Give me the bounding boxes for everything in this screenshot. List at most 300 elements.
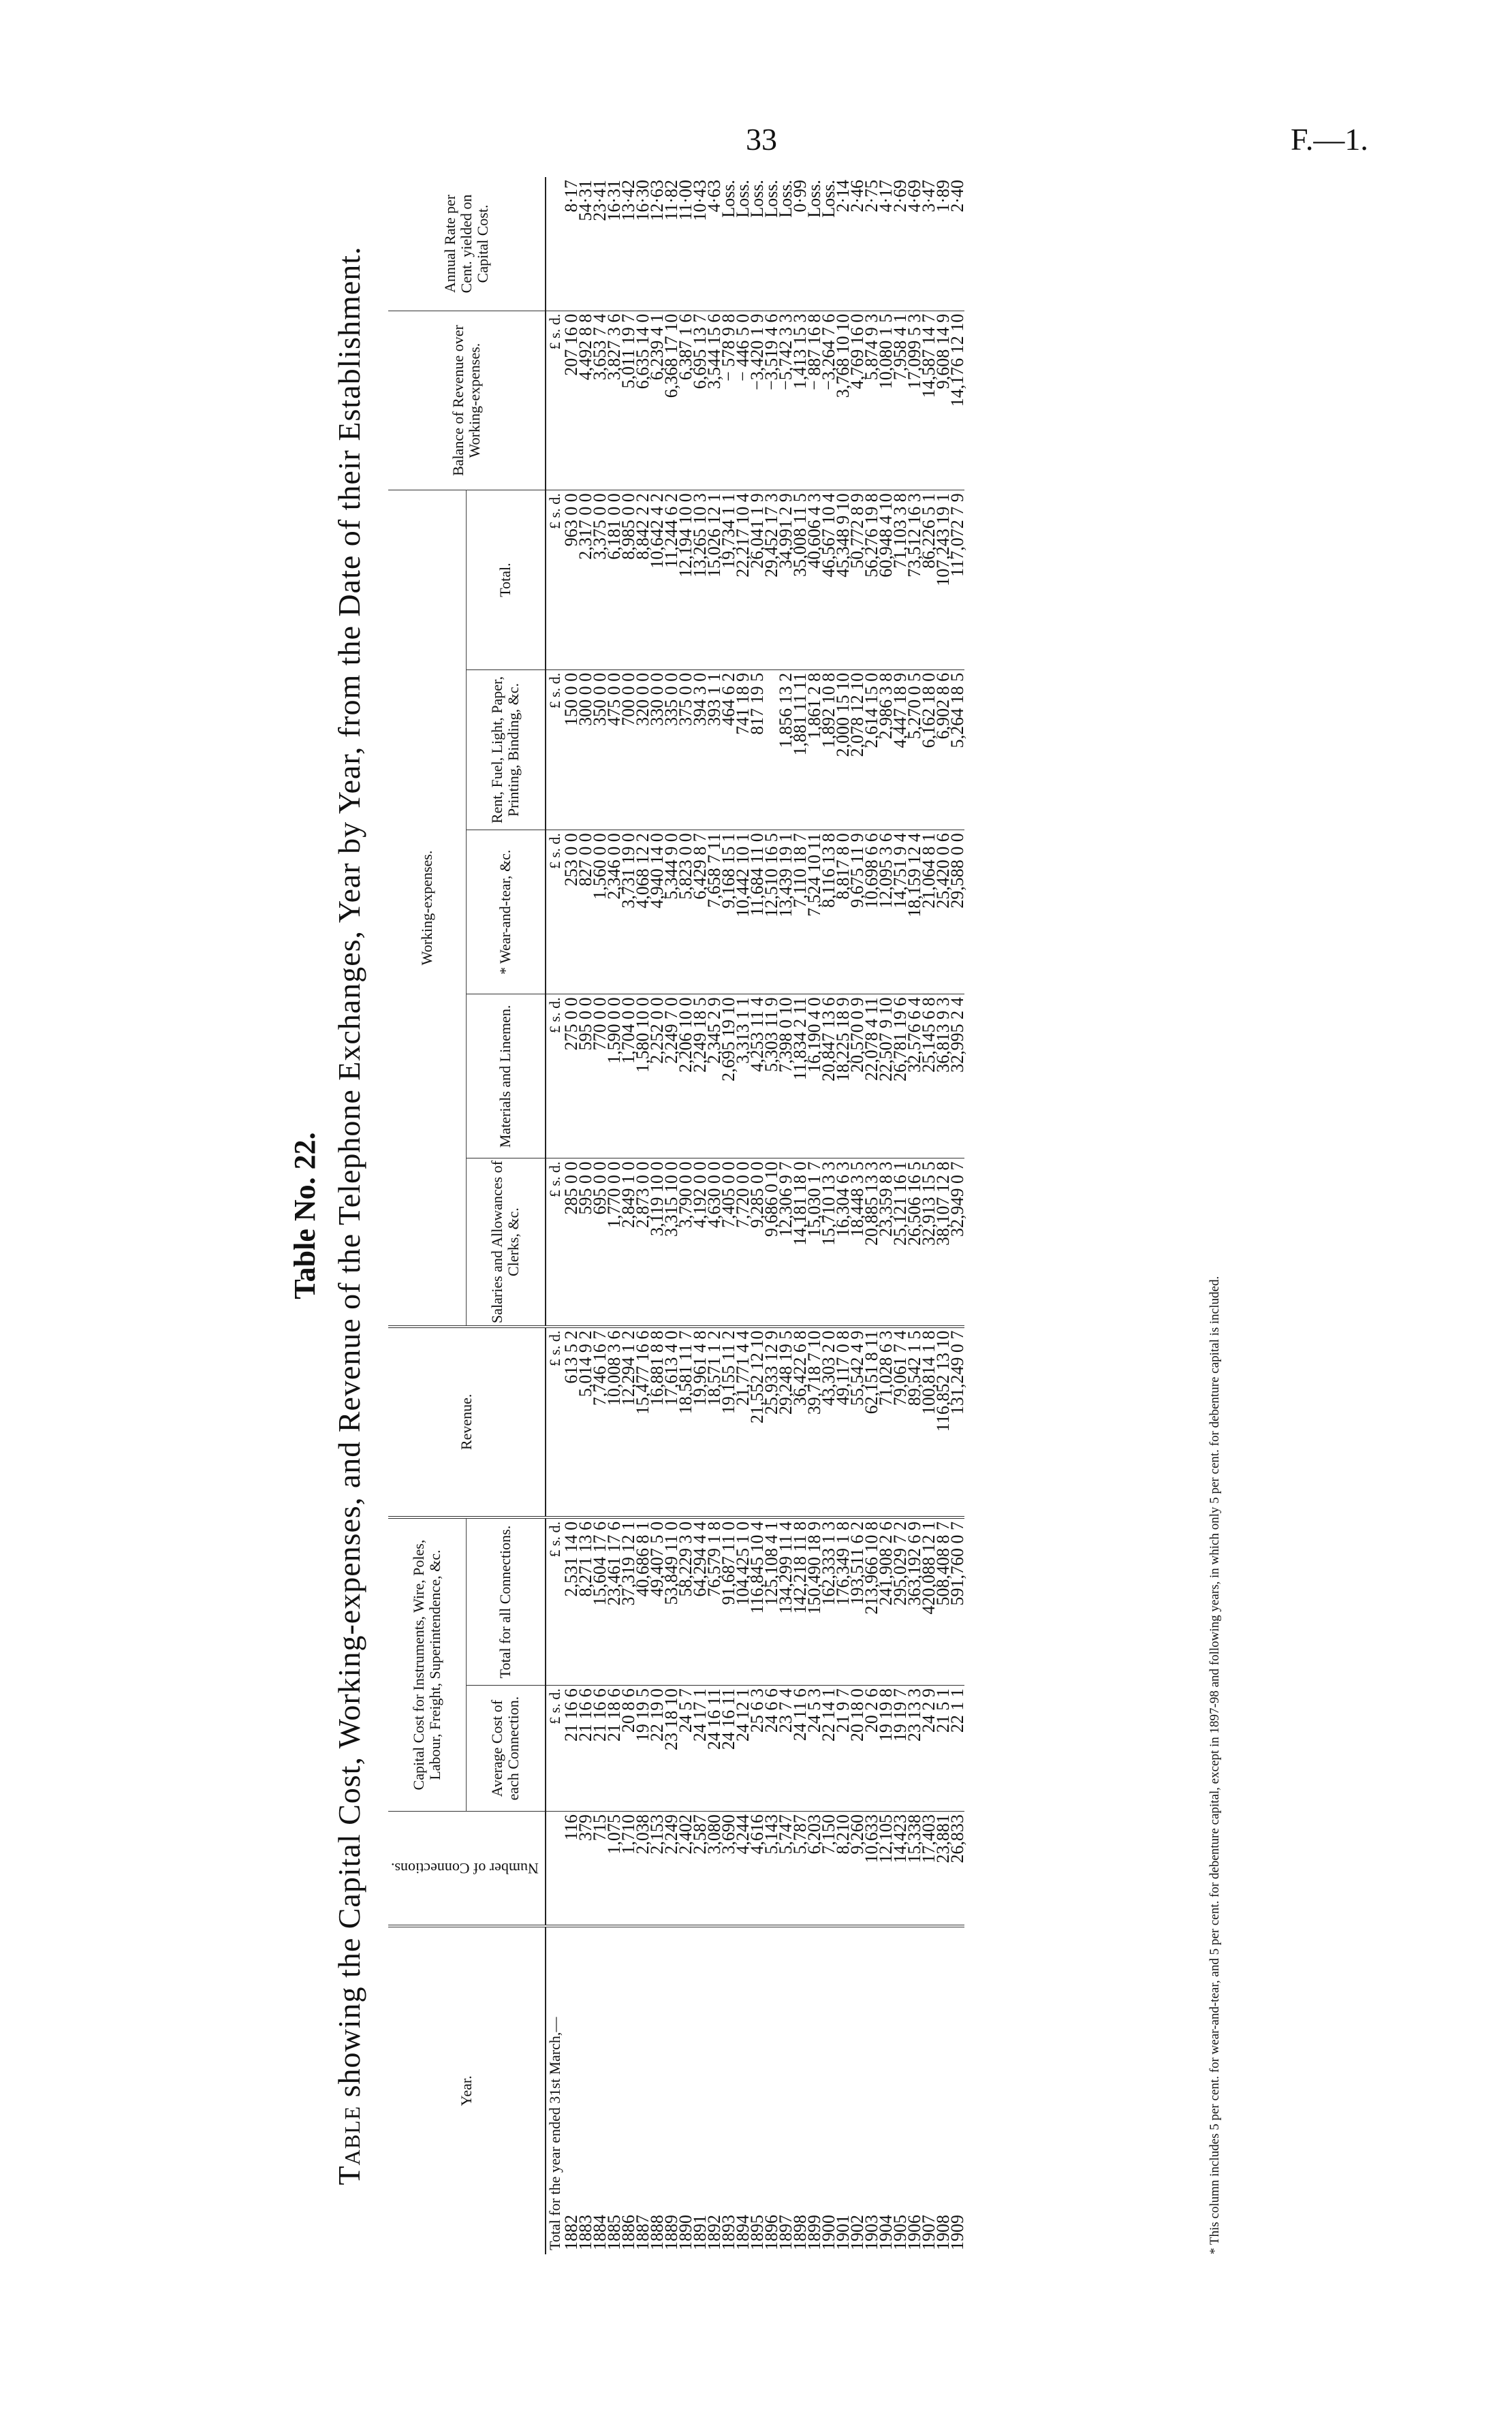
cell-avg: 20 2 6 [864, 1686, 879, 1812]
cell-mat: 18,225 18 9 [836, 994, 850, 1158]
cell-sal: 285 0 0 [564, 1158, 578, 1327]
cell-bal: − 887 16 8 [807, 311, 821, 490]
cell-sal: 38,107 12 8 [936, 1158, 950, 1327]
unit-label: £ s. d. [546, 1517, 564, 1686]
cell-conn: 4,244 [736, 1812, 750, 1926]
cell-rent: 300 0 0 [578, 669, 593, 830]
cell-rev: 89,542 1 5 [907, 1327, 922, 1517]
cell-conn: 23,881 [936, 1812, 950, 1926]
cell-rate: 4·17 [879, 177, 893, 311]
cell-conn: 2,587 [693, 1812, 707, 1926]
cell-rent: 6,162 18 0 [922, 669, 936, 830]
cell-wear: 9,168 15 1 [721, 830, 736, 994]
cell-rev: 21,552 12 10 [750, 1327, 764, 1517]
cell-year: 1903 [861, 2215, 881, 2250]
cell-rate: Loss. [721, 177, 736, 311]
cell-bal: 17,099 5 3 [907, 311, 922, 490]
cell-mat: 2,249 7 0 [664, 994, 678, 1158]
cell-sal: 12,306 9 7 [778, 1158, 793, 1327]
cell-conn: 9,260 [850, 1812, 864, 1926]
unit-label: £ s. d. [546, 1686, 564, 1812]
table-header [388, 177, 546, 2254]
unit-label: £ s. d. [546, 994, 564, 1158]
table-body [546, 177, 967, 2254]
cell-wear: 9,675 11 9 [850, 830, 864, 994]
header-year: Year. [388, 1926, 546, 2254]
cell-mat: 32,576 6 4 [907, 994, 922, 1158]
cell-wear: 4,940 14 0 [650, 830, 664, 994]
cell-avg: 21 9 7 [836, 1686, 850, 1812]
cell-rev: 19,155 11 2 [721, 1327, 736, 1517]
cell-cap: 91,687 11 0 [721, 1517, 736, 1686]
cell-bal: 5,874 9 3 [864, 311, 879, 490]
cell-tot: 40,606 4 3 [807, 490, 821, 670]
cell-cap: 295,029 7 2 [893, 1517, 907, 1686]
cell-bal: 207 16 0 [564, 311, 578, 490]
cell-conn: 14,423 [893, 1812, 907, 1926]
cell-rent: 2,078 12 10 [850, 669, 864, 830]
cell-tot: 15,026 12 1 [707, 490, 721, 670]
cell-tot: 13,265 10 3 [693, 490, 707, 670]
cell-rate: 4·63 [707, 177, 721, 311]
cell-conn: 4,616 [750, 1812, 764, 1926]
cell-sal: 3,315 10 0 [664, 1158, 678, 1327]
cell-rent: 5,270 0 5 [907, 669, 922, 830]
cell-avg: 19 19 7 [893, 1686, 907, 1812]
cell-mat: 2,206 10 0 [678, 994, 693, 1158]
cell-sal: 32,949 0 7 [950, 1158, 964, 1327]
cell-mat: 22,507 9 10 [879, 994, 893, 1158]
cell-sal: 595 0 0 [578, 1158, 593, 1327]
cell-conn: 3,080 [707, 1812, 721, 1926]
cell-bal: −5,742 3 3 [778, 311, 793, 490]
cell-tot: 56,276 19 8 [864, 490, 879, 670]
cell-conn: 7,150 [821, 1812, 836, 1926]
row-label: Total for the year ended 31st March,— [546, 2017, 563, 2250]
header-wear: * Wear-and-tear, &c. [466, 830, 545, 994]
cell-year: 1882 [561, 2215, 581, 2250]
cell-rent: 320 0 0 [635, 669, 650, 830]
cell-sal: 16,304 6 3 [836, 1158, 850, 1327]
cell-avg: 24 6 6 [764, 1686, 778, 1812]
cell-bal: 4,769 16 0 [850, 311, 864, 490]
cell-tot: 8,842 2 2 [635, 490, 650, 670]
cell-mat: 2,252 0 0 [650, 994, 664, 1158]
unit-label: £ s. d. [546, 1158, 564, 1327]
cell-year: 1895 [746, 2215, 767, 2250]
cell-avg: 23 18 10 [664, 1686, 678, 1812]
cell-rev: 21,771 4 4 [736, 1327, 750, 1517]
cell-avg: 24 11 6 [793, 1686, 807, 1812]
cell-conn: 17,403 [922, 1812, 936, 1926]
cell-rev: 10,008 3 6 [607, 1327, 621, 1517]
cell-mat: 4,253 11 4 [750, 994, 764, 1158]
cell-sal: 2,873 0 0 [635, 1158, 650, 1327]
cell-conn: 379 [578, 1812, 593, 1926]
cell-conn: 15,338 [907, 1812, 922, 1926]
cell-tot: 11,244 6 2 [664, 490, 678, 670]
cell-sal: 18,448 3 5 [850, 1158, 864, 1327]
cell-rate: 8·17 [564, 177, 578, 311]
cell-bal: 3,827 3 6 [607, 311, 621, 490]
cell-rev: 55,542 4 9 [850, 1327, 864, 1517]
cell-rent: 375 0 0 [678, 669, 693, 830]
cell-wear: 11,684 11 0 [750, 830, 764, 994]
cell-year: 1889 [661, 2215, 681, 2250]
cell-wear: 10,442 10 1 [736, 830, 750, 994]
cell-year: 1901 [832, 2215, 853, 2250]
cell-rent: 1,861 2 8 [807, 669, 821, 830]
cell-mat: 1,590 0 0 [607, 994, 621, 1158]
cell-year: 1900 [818, 2215, 838, 2250]
cell-year: 1886 [618, 2215, 638, 2250]
cell-tot: 6,181 0 0 [607, 490, 621, 670]
cell-bal: −3,519 4 6 [764, 311, 778, 490]
header-rate: Annual Rate per Cent. yielded on Capital Cost. [388, 177, 546, 311]
cell-rent: 330 0 0 [650, 669, 664, 830]
cell-bal: 3,544 15 6 [707, 311, 721, 490]
cell-rev: 17,613 4 0 [664, 1327, 678, 1517]
cell-cap: 150,490 18 9 [807, 1517, 821, 1686]
cell-cap: 49,407 5 0 [650, 1517, 664, 1686]
cell-tot: 10,642 4 2 [650, 490, 664, 670]
cell-tot: 2,317 0 0 [578, 490, 593, 670]
cell-avg: 23 7 4 [778, 1686, 793, 1812]
cell-tot: 60,948 4 10 [879, 490, 893, 670]
cell-cap: 363,192 6 9 [907, 1517, 922, 1686]
cell-tot: 35,008 11 5 [793, 490, 807, 670]
cell-bal: 1,413 15 3 [793, 311, 807, 490]
cell-cap: 40,686 8 1 [635, 1517, 650, 1686]
cell-avg: 20 8 6 [621, 1686, 635, 1812]
cell-cap: 134,299 11 4 [778, 1517, 793, 1686]
cell-rent: 464 6 2 [721, 669, 736, 830]
cell-sal: 9,686 0 10 [764, 1158, 778, 1327]
cell-conn: 2,153 [650, 1812, 664, 1926]
cell-rev: 5,014 9 2 [578, 1327, 593, 1517]
cell-conn: 2,038 [635, 1812, 650, 1926]
cell-conn: 715 [593, 1812, 607, 1926]
header-connections-text: Number of Connections. [391, 1860, 539, 1877]
cell-rent: 335 0 0 [664, 669, 678, 830]
cell-rate: 2·46 [850, 177, 864, 311]
cell-rent: 2,614 15 0 [864, 669, 879, 830]
cell-sal: 1,770 0 0 [607, 1158, 621, 1327]
cell-sal: 7,405 0 0 [721, 1158, 736, 1327]
cell-wear: 5,823 0 0 [678, 830, 693, 994]
cell-conn: 116 [564, 1812, 578, 1926]
cell-avg: 25 6 3 [750, 1686, 764, 1812]
cell-sal: 4,630 0 0 [707, 1158, 721, 1327]
cell-avg: 22 19 0 [650, 1686, 664, 1812]
cell-wear: 18,159 12 4 [907, 830, 922, 994]
cell-bal: 7,958 4 1 [893, 311, 907, 490]
cell-mat: 20,847 13 6 [821, 994, 836, 1158]
cell-tot: 50,772 8 9 [850, 490, 864, 670]
cell-sal: 3,119 10 0 [650, 1158, 664, 1327]
cell-avg: 22 1 1 [950, 1686, 964, 1812]
cell-cap: 142,218 11 8 [793, 1517, 807, 1686]
cell-rate: 16·31 [607, 177, 621, 311]
cell-avg: 21 16 6 [593, 1686, 607, 1812]
cell-avg: 24 17 1 [693, 1686, 707, 1812]
cell-avg: 19 19 5 [635, 1686, 650, 1812]
cell-rate: Loss. [821, 177, 836, 311]
cell-tot: 34,991 2 9 [778, 490, 793, 670]
cell-conn: 3,690 [721, 1812, 736, 1926]
cell-sal: 32,913 15 5 [922, 1158, 936, 1327]
cell-tot: 107,243 19 1 [936, 490, 950, 670]
cell-wear: 1,560 0 0 [593, 830, 607, 994]
cell-cap: 37,319 12 1 [621, 1517, 635, 1686]
cell-cap: 53,849 11 0 [664, 1517, 678, 1686]
cell-rev: 16,881 8 8 [650, 1327, 664, 1517]
cell-rent: 475 0 0 [607, 669, 621, 830]
cell-sal: 26,506 16 5 [907, 1158, 922, 1327]
table-title [330, 177, 369, 2254]
cell-cap: 8,271 13 6 [578, 1517, 593, 1686]
cell-cap: 15,604 17 6 [593, 1517, 607, 1686]
cell-rev: 62,151 8 11 [864, 1327, 879, 1517]
cell-tot: 963 0 0 [564, 490, 578, 670]
cell-rent: 1,881 11 11 [793, 669, 807, 830]
cell-rate: 16·30 [635, 177, 650, 311]
header-total: Total. [466, 490, 545, 670]
cell-mat: 2,249 18 5 [693, 994, 707, 1158]
header-capital-group: Capital Cost for Instruments, Wire, Poles, Labour, Freight, Superintendence, &c. [388, 1517, 466, 1812]
cell-rate: 0·99 [793, 177, 807, 311]
cell-mat: 11,834 2 11 [793, 994, 807, 1158]
cell-cap: 508,408 8 7 [936, 1517, 950, 1686]
cell-rev: 79,061 7 4 [893, 1327, 907, 1517]
cell-cap: 420,088 12 1 [922, 1517, 936, 1686]
cell-cap: 125,108 4 1 [764, 1517, 778, 1686]
cell-avg: 24 12 1 [736, 1686, 750, 1812]
rotated-table-page [286, 177, 1240, 2254]
cell-mat: 1,580 10 0 [635, 994, 650, 1158]
table-row [950, 177, 964, 2254]
cell-year: 1905 [889, 2215, 910, 2250]
cell-sal: 20,885 13 3 [864, 1158, 879, 1327]
cell-mat: 36,813 9 3 [936, 994, 950, 1158]
cell-mat: 22,078 4 11 [864, 994, 879, 1158]
header-balance: Balance of Revenue over Working-expenses. [388, 311, 546, 490]
cell-rev: 39,718 7 10 [807, 1327, 821, 1517]
cell-sal: 15,030 1 7 [807, 1158, 821, 1327]
cell-year: 1904 [875, 2215, 896, 2250]
cell-bal: 14,176 12 10 [950, 311, 964, 490]
cell-conn: 5,747 [778, 1812, 793, 1926]
cell-avg: 21 16 6 [578, 1686, 593, 1812]
cell-rev: 18,581 11 7 [678, 1327, 693, 1517]
cell-mat: 770 0 0 [593, 994, 607, 1158]
cell-mat: 32,995 2 4 [950, 994, 964, 1158]
table-row [578, 177, 593, 2254]
cell-year: 1892 [704, 2215, 724, 2250]
cell-sal: 7,720 0 0 [736, 1158, 750, 1327]
cell-avg: 21 16 6 [564, 1686, 578, 1812]
cell-sal: 2,849 1 0 [621, 1158, 635, 1327]
cell-rate: 2·69 [893, 177, 907, 311]
page-number: 33 [746, 122, 777, 157]
table-wrapper [388, 177, 967, 2254]
cell-bal: − 578 9 8 [721, 311, 736, 490]
cell-wear: 827 0 0 [578, 830, 593, 994]
cell-cap: 241,908 2 6 [879, 1517, 893, 1686]
cell-mat: 16,190 4 0 [807, 994, 821, 1158]
cell-bal: 3,653 7 4 [593, 311, 607, 490]
cell-wear: 5,344 9 0 [664, 830, 678, 994]
cell-rate: 10·43 [693, 177, 707, 311]
cell-rent: 741 18 9 [736, 669, 750, 830]
cell-wear: 7,658 7 11 [707, 830, 721, 994]
cell-tot: 29,452 17 3 [764, 490, 778, 670]
cell-wear: 13,439 19 1 [778, 830, 793, 994]
cell-sal: 9,285 0 0 [750, 1158, 764, 1327]
cell-avg: 23 13 3 [907, 1686, 922, 1812]
cell-rent: 150 0 0 [564, 669, 578, 830]
cell-bal: − 446 5 0 [736, 311, 750, 490]
cell-rent: 6,902 8 6 [936, 669, 950, 830]
cell-cap: 116,845 10 4 [750, 1517, 764, 1686]
cell-conn: 5,143 [764, 1812, 778, 1926]
cell-tot: 19,734 1 1 [721, 490, 736, 670]
cell-avg: 22 14 1 [821, 1686, 836, 1812]
cell-tot: 8,985 0 0 [621, 490, 635, 670]
cell-rev: 71,028 6 3 [879, 1327, 893, 1517]
cell-rent: 393 1 1 [707, 669, 721, 830]
cell-cap: 58,229 3 0 [678, 1517, 693, 1686]
cell-wear: 29,588 0 0 [950, 830, 964, 994]
header-revenue: Revenue. [388, 1327, 546, 1517]
cell-avg: 24 5 3 [807, 1686, 821, 1812]
cell-conn: 2,249 [664, 1812, 678, 1926]
cell-wear: 10,698 6 6 [864, 830, 879, 994]
cell-conn: 1,075 [607, 1812, 621, 1926]
cell-bal: 6,695 13 7 [693, 311, 707, 490]
cell-rev: 43,303 2 0 [821, 1327, 836, 1517]
cell-wear: 4,068 12 2 [635, 830, 650, 994]
cell-mat: 1,704 0 0 [621, 994, 635, 1158]
cell-bal: −3,264 7 6 [821, 311, 836, 490]
cell-rev: 19,961 4 8 [693, 1327, 707, 1517]
cell-mat: 3,313 1 1 [736, 994, 750, 1158]
cell-tot: 12,194 10 0 [678, 490, 693, 670]
cell-avg: 19 19 8 [879, 1686, 893, 1812]
cell-avg: 24 2 9 [922, 1686, 936, 1812]
cell-year: 1902 [847, 2215, 867, 2250]
cell-year: 1908 [932, 2215, 953, 2250]
header-connections [388, 1812, 546, 1926]
header-working-group: Working-expenses. [388, 490, 466, 1327]
cell-tot: 3,375 0 0 [593, 490, 607, 670]
header-avg-cost: Average Cost of each Connection. [466, 1686, 545, 1812]
cell-wear: 25,420 0 6 [936, 830, 950, 994]
header-rent: Rent, Fuel, Light, Paper, Printing, Binding, &c. [466, 669, 545, 830]
cell-tot: 117,072 7 9 [950, 490, 964, 670]
cell-conn: 12,105 [879, 1812, 893, 1926]
cell-year: 1898 [789, 2215, 810, 2250]
cell-wear: 8,116 13 8 [821, 830, 836, 994]
cell-tot: 73,512 16 3 [907, 490, 922, 670]
cell-wear: 8,817 8 0 [836, 830, 850, 994]
cell-rev: 613 5 2 [564, 1327, 578, 1517]
cell-conn: 5,787 [793, 1812, 807, 1926]
cell-tot: 22,217 10 4 [736, 490, 750, 670]
cell-avg: 24 5 7 [678, 1686, 693, 1812]
cell-bal: 14,587 14 7 [922, 311, 936, 490]
cell-tot: 46,567 10 4 [821, 490, 836, 670]
cell-rent: 4,447 18 9 [893, 669, 907, 830]
cell-avg: 24 16 11 [707, 1686, 721, 1812]
cell-year: 1885 [603, 2215, 624, 2250]
header-salaries: Salaries and Allowances of Clerks, &c. [466, 1158, 545, 1327]
cell-wear: 253 0 0 [564, 830, 578, 994]
cell-tot: 71,103 3 8 [893, 490, 907, 670]
cell-avg: 21 18 6 [607, 1686, 621, 1812]
cell-year: 1909 [947, 2215, 967, 2250]
cell-avg: 20 18 0 [850, 1686, 864, 1812]
cell-rev: 25,933 12 9 [764, 1327, 778, 1517]
cell-cap: 162,333 1 3 [821, 1517, 836, 1686]
cell-rate: 2·75 [864, 177, 879, 311]
cell-rent: 2,986 3 8 [879, 669, 893, 830]
cell-cap: 2,531 14 0 [564, 1517, 578, 1686]
cell-year: 1883 [575, 2215, 595, 2250]
cell-mat: 26,781 19 6 [893, 994, 907, 1158]
cell-rent: 1,856 13 2 [778, 669, 793, 830]
cell-bal: 10,080 1 5 [879, 311, 893, 490]
header-materials: Materials and Linemen. [466, 994, 545, 1158]
cell-rate: 54·31 [578, 177, 593, 311]
cell-bal: 9,608 14 9 [936, 311, 950, 490]
cell-rev: 7,746 16 7 [593, 1327, 607, 1517]
cell-conn: 26,833 [950, 1812, 964, 1926]
cell-rate: Loss. [736, 177, 750, 311]
cell-rate: 2·14 [836, 177, 850, 311]
cell-cap: 193,511 6 2 [850, 1517, 864, 1686]
cell-rate: 1·89 [936, 177, 950, 311]
cell-rev: 18,571 1 2 [707, 1327, 721, 1517]
cell-rent: 5,264 18 5 [950, 669, 964, 830]
cell-tot: 86,226 5 1 [922, 490, 936, 670]
cell-conn: 1,710 [621, 1812, 635, 1926]
cell-rate: 12·63 [650, 177, 664, 311]
cell-bal: 6,239 4 1 [650, 311, 664, 490]
cell-sal: 14,181 18 0 [793, 1158, 807, 1327]
cell-bal: 6,635 14 0 [635, 311, 650, 490]
cell-conn: 8,210 [836, 1812, 850, 1926]
cell-rev: 36,422 6 8 [793, 1327, 807, 1517]
cell-tot: 45,348 9 10 [836, 490, 850, 670]
cell-rate: Loss. [764, 177, 778, 311]
unit-label: £ s. d. [546, 311, 564, 490]
cell-cap: 23,461 17 6 [607, 1517, 621, 1686]
cell-wear: 21,064 8 1 [922, 830, 936, 994]
cell-cap: 213,966 10 8 [864, 1517, 879, 1686]
cell-cap: 591,760 0 7 [950, 1517, 964, 1686]
cell-tot: 26,041 1 9 [750, 490, 764, 670]
cell-cap: 64,294 4 4 [693, 1517, 707, 1686]
unit-label: £ s. d. [546, 1327, 564, 1517]
cell-wear: 12,095 3 6 [879, 830, 893, 994]
cell-wear: 12,510 16 5 [764, 830, 778, 994]
cell-rent: 1,892 10 8 [821, 669, 836, 830]
cell-bal: −3,420 1 9 [750, 311, 764, 490]
table-number: Table No. 22. [288, 1132, 321, 1299]
unit-label: £ s. d. [546, 669, 564, 830]
cell-year: 1887 [632, 2215, 652, 2250]
